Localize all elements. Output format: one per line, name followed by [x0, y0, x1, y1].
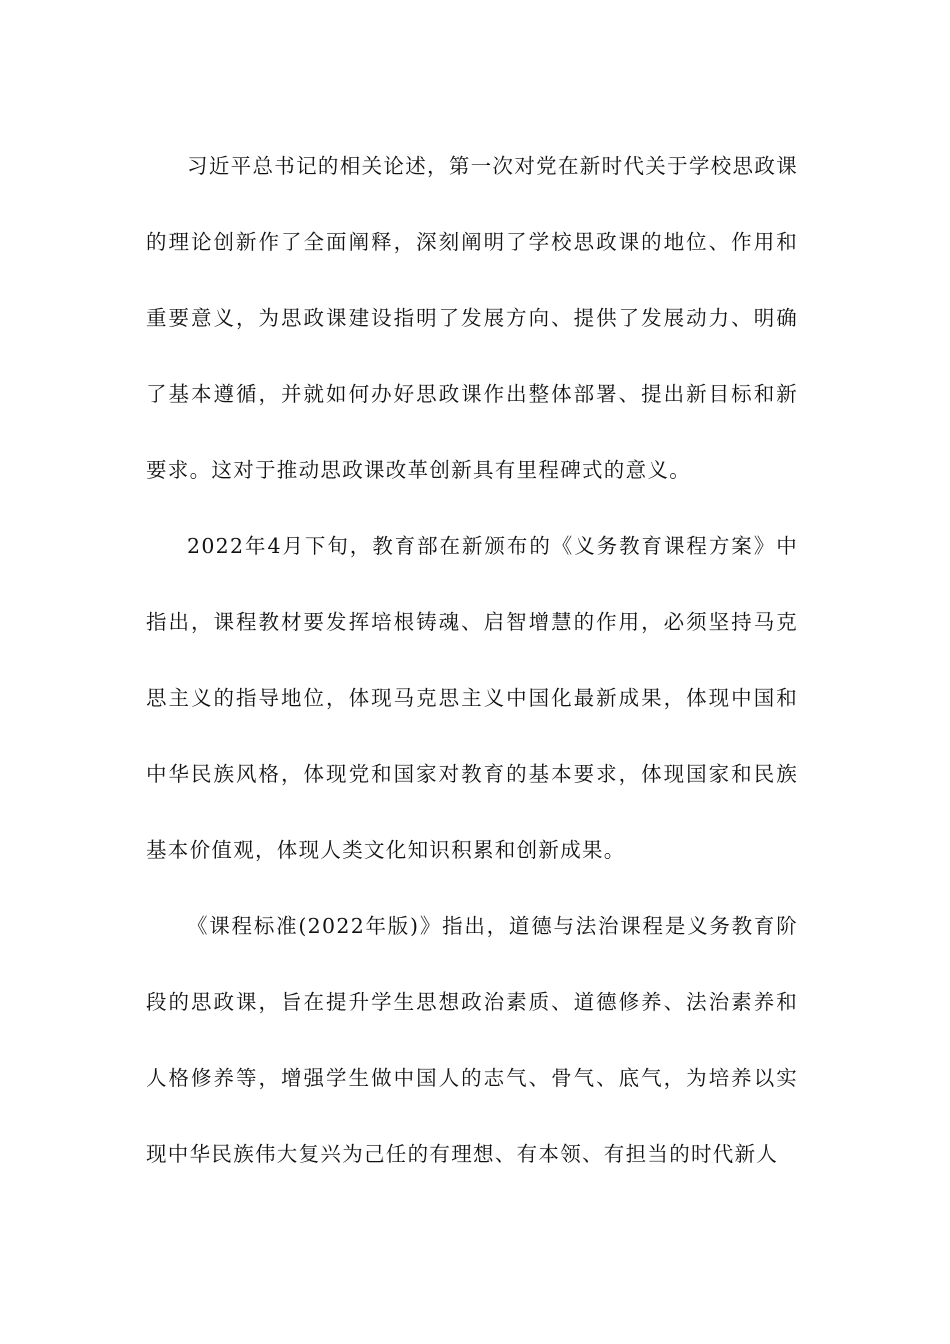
paragraph-1: 习近平总书记的相关论述，第一次对党在新时代关于学校思政课的理论创新作了全面阐释，深刻阐明了学校思政课的地位、作用和重要意义，为思政课建设指明了发展方向、提供了发展动力、明确了基本遵循，并就如何办好思政课作出整体部署、提出新目标和新要求。这对于推动思政课改革创新具有里程碑式的意义。 [146, 154, 798, 482]
paragraph-3: 《课程标准(2022年版)》指出，道德与法治课程是义务教育阶段的思政课，旨在提升学生思想政治素质、道德修养、法治素养和人格修养等，增强学生做中国人的志气、骨气、底气，为培养以实现中华民族伟大复兴为己任的有理想、有本领、有担当的时代新人 [146, 914, 798, 1166]
document-body [146, 128, 798, 1192]
paragraph-2: 2022年4月下旬，教育部在新颁布的《义务教育课程方案》中指出，课程教材要发挥培根铸魂、启智增慧的作用，必须坚持马克思主义的指导地位，体现马克思主义中国化最新成果，体现中国和中华民族风格，体现党和国家对教育的基本要求，体现国家和民族基本价值观，体现人类文化知识积累和创新成果。 [146, 534, 798, 862]
